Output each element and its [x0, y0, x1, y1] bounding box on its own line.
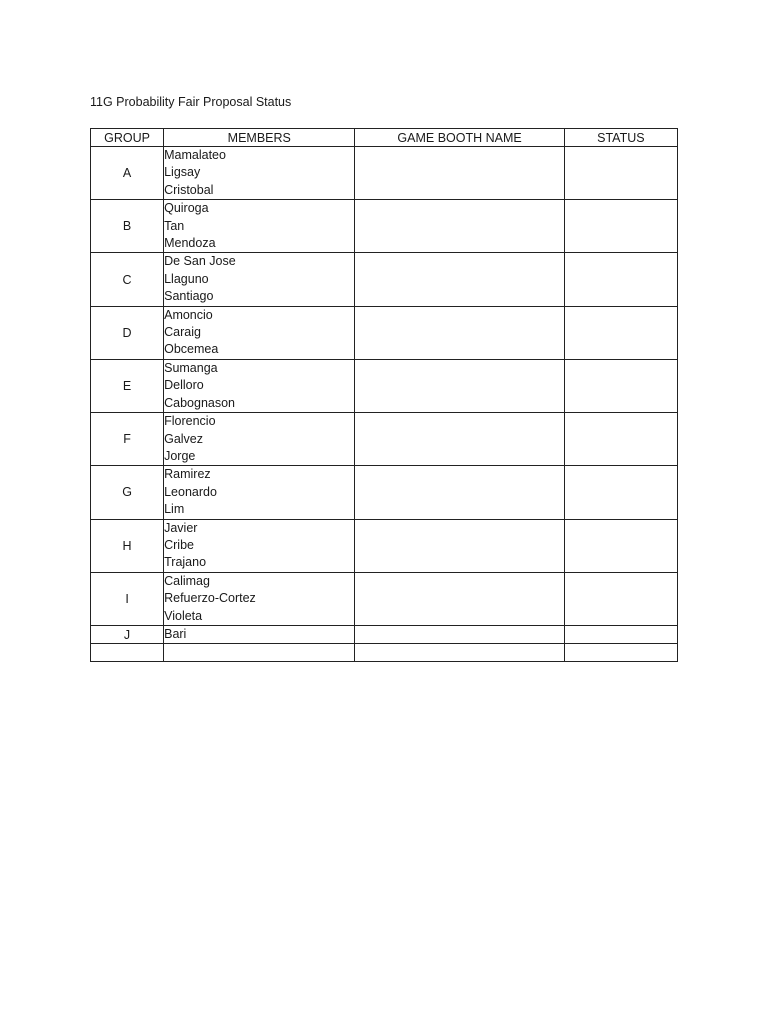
- member-name: Caraig: [164, 325, 201, 340]
- status-cell: [564, 359, 677, 412]
- table-row: [91, 625, 678, 643]
- member-name: Obcemea: [164, 342, 219, 357]
- header-row: [91, 129, 678, 147]
- status-cell: [564, 572, 677, 625]
- group-cell: C: [91, 253, 164, 306]
- member-name: Tan: [164, 218, 185, 233]
- game-booth-name-cell: [355, 147, 564, 200]
- member-name: Santiago: [164, 289, 214, 304]
- status-cell: [564, 466, 677, 519]
- group-cell: I: [91, 572, 164, 625]
- proposal-status-table: [90, 128, 678, 662]
- group-cell: F: [91, 413, 164, 466]
- member-name: Quiroga: [164, 201, 209, 216]
- game-booth-name-cell: [355, 572, 564, 625]
- status-cell: [564, 147, 677, 200]
- group-cell: G: [91, 466, 164, 519]
- table-row: [91, 572, 678, 625]
- group-cell: B: [91, 200, 164, 253]
- game-booth-name-cell: [355, 200, 564, 253]
- header-game-booth-name: GAME BOOTH NAME: [355, 129, 564, 147]
- member-name: Bari: [164, 626, 187, 641]
- member-name: Cribe: [164, 537, 194, 552]
- group-cell: A: [91, 147, 164, 200]
- members-cell: [164, 519, 355, 572]
- status-cell: [564, 644, 677, 662]
- game-booth-name-cell: [355, 306, 564, 359]
- member-name: Ligsay: [164, 165, 201, 180]
- table-row: [91, 466, 678, 519]
- status-cell: [564, 625, 677, 643]
- header-group: GROUP: [91, 129, 164, 147]
- table-header: [91, 129, 678, 147]
- member-name: Javier: [164, 520, 198, 535]
- member-name: Leonardo: [164, 484, 217, 499]
- members-cell: [164, 200, 355, 253]
- table-row: [91, 200, 678, 253]
- group-cell: H: [91, 519, 164, 572]
- table-row: [91, 413, 678, 466]
- member-name: Mamalateo: [164, 148, 226, 162]
- group-cell: D: [91, 306, 164, 359]
- game-booth-name-cell: [355, 466, 564, 519]
- header-members: MEMBERS: [164, 129, 355, 147]
- member-name: Delloro: [164, 378, 204, 393]
- member-name: Amoncio: [164, 307, 213, 322]
- member-name: Sumanga: [164, 360, 218, 375]
- members-cell: [164, 466, 355, 519]
- member-name: Calimag: [164, 573, 210, 588]
- game-booth-name-cell: [355, 413, 564, 466]
- member-name: Trajano: [164, 555, 207, 570]
- member-name: Refuerzo-Cortez: [164, 591, 256, 606]
- member-name: Galvez: [164, 431, 204, 446]
- status-cell: [564, 200, 677, 253]
- game-booth-name-cell: [355, 359, 564, 412]
- table-row: [91, 359, 678, 412]
- members-cell: [164, 147, 355, 200]
- member-name: De San Jose: [164, 254, 236, 269]
- status-cell: [564, 253, 677, 306]
- member-name: Jorge: [164, 448, 196, 463]
- members-cell: [164, 359, 355, 412]
- game-booth-name-cell: [355, 644, 564, 662]
- table-row: [91, 644, 678, 662]
- header-status: STATUS: [564, 129, 677, 147]
- members-cell: [164, 572, 355, 625]
- status-cell: [564, 306, 677, 359]
- member-name: Florencio: [164, 414, 216, 429]
- table-row: [91, 147, 678, 200]
- member-name: Cristobal: [164, 182, 214, 197]
- group-cell: J: [91, 625, 164, 643]
- member-name: Cabognason: [164, 395, 236, 410]
- status-cell: [564, 413, 677, 466]
- member-name: Violeta: [164, 608, 203, 623]
- table-body: [91, 147, 678, 662]
- game-booth-name-cell: [355, 625, 564, 643]
- document-title: 11G Probability Fair Proposal Status: [90, 95, 292, 109]
- table-row: [91, 253, 678, 306]
- members-cell: [164, 306, 355, 359]
- members-cell: [164, 644, 355, 662]
- members-cell: [164, 413, 355, 466]
- group-cell: [91, 644, 164, 662]
- game-booth-name-cell: [355, 519, 564, 572]
- table-row: [91, 519, 678, 572]
- game-booth-name-cell: [355, 253, 564, 306]
- table-row: [91, 306, 678, 359]
- status-cell: [564, 519, 677, 572]
- member-name: Mendoza: [164, 236, 216, 251]
- members-cell: [164, 253, 355, 306]
- members-cell: [164, 625, 355, 643]
- member-name: Ramirez: [164, 467, 211, 482]
- member-name: Lim: [164, 502, 185, 517]
- member-name: Llaguno: [164, 271, 209, 286]
- group-cell: E: [91, 359, 164, 412]
